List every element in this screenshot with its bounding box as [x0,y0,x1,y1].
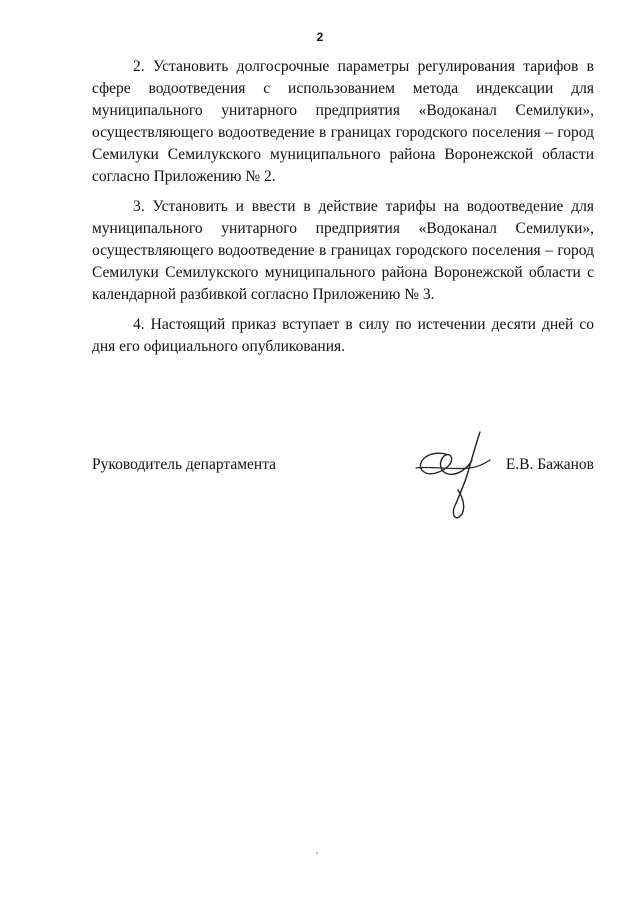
handwritten-signature [410,424,500,534]
signatory-name: Е.В. Бажанов [505,456,594,473]
scan-artifact [316,852,318,854]
page-number: 2 [316,30,324,44]
document-body [92,56,594,366]
signatory-position: Руководитель департамента [92,456,277,473]
paragraph-item-3: 3. Установить и ввести в действие тарифы на водоотведение для муниципального унитарного предприятия «Водоканал Семилуки», осуществляющего водоотведение в границах городского поселения – город Семилуки Семилукского муниципального района Воронежской области с календарной разбивкой согласно Приложению № 3. [92,198,594,303]
paragraph-item-4: 4. Настоящий приказ вступает в силу по истечении десяти дней со дня его официального опубликования. [92,316,594,355]
paragraph-item-2: 2. Установить долгосрочные параметры регулирования тарифов в сфере водоотведения с использованием метода индексации для муниципального унитарного предприятия «Водоканал Семилуки», осуществляющего водоотведение в границах городского поселения – город Семилуки Семилукского муниципального района Воронежской области согласно Приложению № 2. [92,58,594,185]
signature-block [92,456,594,546]
